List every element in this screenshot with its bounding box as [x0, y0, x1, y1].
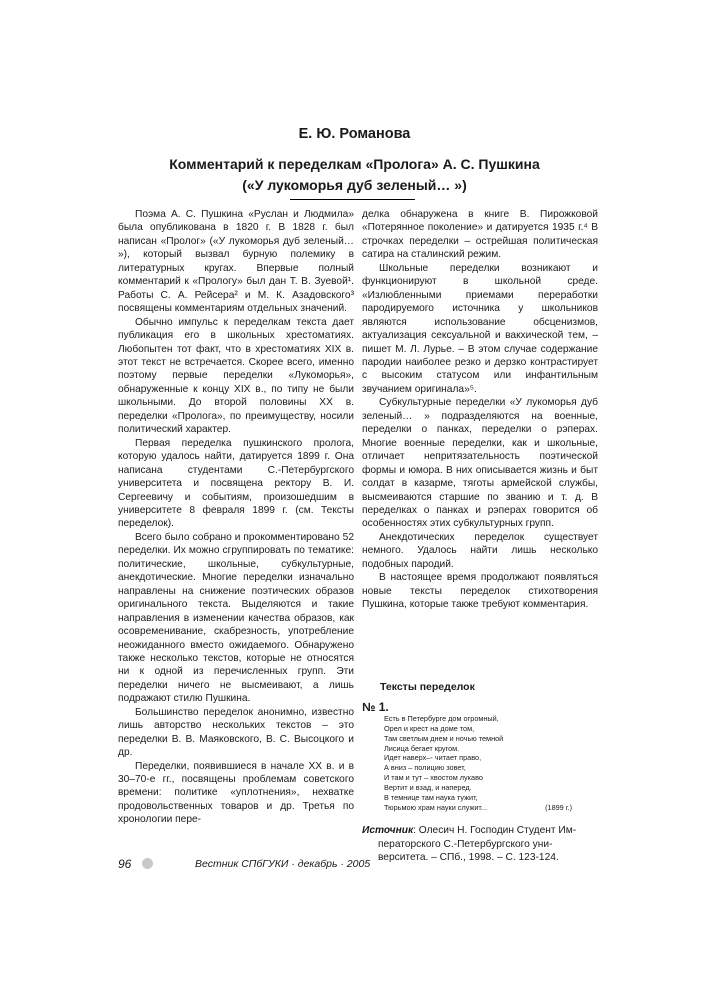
section-heading: Тексты переделок [380, 681, 475, 693]
paragraph: Поэма А. С. Пушкина «Руслан и Людмила» была опубликована в 1820 г. В 1828 г. был написан «Пролог» («У лукоморья дуб зеленый… »), который вызвал бурную полемику в литературных кругах. Впервые полный комментарий к «Прологу» был дан Т. В. Зуевой¹. Работы С. А. Рейсера² и М. К. Азадовского³ посвящены комментариям отдельных значений. [118, 209, 354, 315]
poem-year: (1899 г.) [545, 803, 572, 812]
paragraph: Всего было собрано и прокомментировано 52 переделки. Их можно сгруппировать по тематике: политические, школьные, субкультурные, анекдотические. Многие переделки изначально направлены на снижение поэтических образов оригинального текста. Выделяются и такие направления в изменении качества образов, как осовременивание, скабрезность, употребление неожиданного вместо ожидаемого. Обнаружено также несколько текстов, которые не относятся ни к одной из перечисленных групп. Эти переделки ничего не высмеивают, а лишь подражают стилю Пушкина. [118, 531, 354, 705]
left-column [118, 208, 354, 827]
paragraph: Большинство переделок анонимно, известно лишь авторство нескольких текстов – это переделки В. В. Маяковского, В. С. Высоцкого и др. [118, 706, 354, 759]
article-title [60, 154, 649, 196]
source-text: : Олесич Н. Господин Студент Им- [413, 825, 577, 836]
poem-line: Лисица бегает кругом. [384, 743, 460, 753]
page-number: 96 [118, 857, 132, 871]
poem-line: Тюрьмою храм науки служит... [384, 802, 488, 812]
title-line-2: («У лукоморья дуб зеленый… ») [242, 177, 467, 193]
circle-icon [142, 858, 153, 869]
paragraph: Субкультурные переделки «У лукоморья дуб зеленый… » подразделяются на военные, переделки о панках, переделки о рэперах. Многие военные переделки, как и школьные, отличает непритязательность поэтической формы и юмора. В них описывается жизнь и быт солдат в казарме, тяготы армейской службы, высмеиваются старшие по званию и т. д. В переделках о панках и рэперах говорится об особенностях этих субкультурных групп. [362, 397, 598, 530]
poem-line: Там светлым днем и ночью темной [384, 733, 504, 743]
paragraph: Обычно импульс к переделкам текста дает публикация его в школьных хрестоматиях. Любопытен тот факт, что в хрестоматиях XIX в. этот текст не встречается. Скорее всего, именно поэтому первые переделки «Лукоморья», обнаруженные к концу XIX в., по типу не были школьными. До второй половины XX в. переделки «Пролога», по преимуществу, носили политический характер. [118, 316, 354, 436]
paragraph: Первая переделка пушкинского пролога, которую удалось найти, датируется 1899 г. Она написана студентами С.-Петербургского университета и посвящена ректору В. И. Сергеевичу и событиям, произошедшим в университете 8 февраля 1899 г. (см. Тексты переделок). [118, 437, 354, 530]
paragraph: Переделки, появившиеся в начале XX в. и в 30–70-е гг., посвящены проблемам советского времени: политике «уплотнения», нехватке продовольственных товаров и др. Третья по хронологии пере- [118, 760, 354, 826]
poem-line: И там и тут – хвостом лукаво [384, 773, 483, 783]
poem-line: В темнице там наука тужит, [384, 792, 478, 802]
source-text: ператорского С.-Петербургского уни- [378, 838, 553, 850]
title-divider [290, 199, 415, 200]
poem-line: Идет наверх–- читает право, [384, 753, 482, 763]
page-footer [0, 857, 709, 877]
poem-line: Есть в Петербурге дом огромный, [384, 714, 499, 723]
source-label: Источник [362, 825, 414, 836]
parody-number: № 1. [362, 700, 389, 714]
paragraph: Анекдотических переделок существует немного. Удалось найти лишь несколько подобных пародий. [362, 531, 598, 570]
title-line-1: Комментарий к переделкам «Пролога» А. С. Пушкина [169, 156, 540, 172]
source-text: верситета. – СПб., 1998. – С. 123-124. [378, 852, 559, 863]
author-name: Е. Ю. Романова [298, 126, 411, 142]
paragraph: Школьные переделки возникают и функционируют в школьной среде. «Излюбленными приемами переработки пародируемого источника у школьников являются использование обсценизмов, актуализация сексуальной и вакхической тем, – пишет М. Л. Лурье. – В этом случае содержание пародии наиболее резко и дерзко контрастирует с высоким статусом или инфантильным звучанием оригинала»⁵. [362, 262, 598, 395]
right-column [362, 208, 598, 612]
journal-name: Вестник СПбГУКИ · декабрь · 2005 [195, 858, 371, 870]
paragraph: делка обнаружена в книге В. Пирожковой «Потерянное поколение» и датируется 1935 г.⁴ В строчках переделки – острейшая политическая сатира на сталинский режим. [362, 209, 598, 261]
paragraph: В настоящее время продолжают появляться новые тексты переделок стихотворения Пушкина, которые также требуют комментария. [362, 572, 598, 611]
poem-line: Орел и крест на доме том, [384, 723, 475, 733]
poem-line: А вниз – полицию зовет, [384, 763, 466, 773]
poem-line: Вертит и взад, и наперед. [384, 782, 472, 792]
poem [384, 714, 574, 812]
